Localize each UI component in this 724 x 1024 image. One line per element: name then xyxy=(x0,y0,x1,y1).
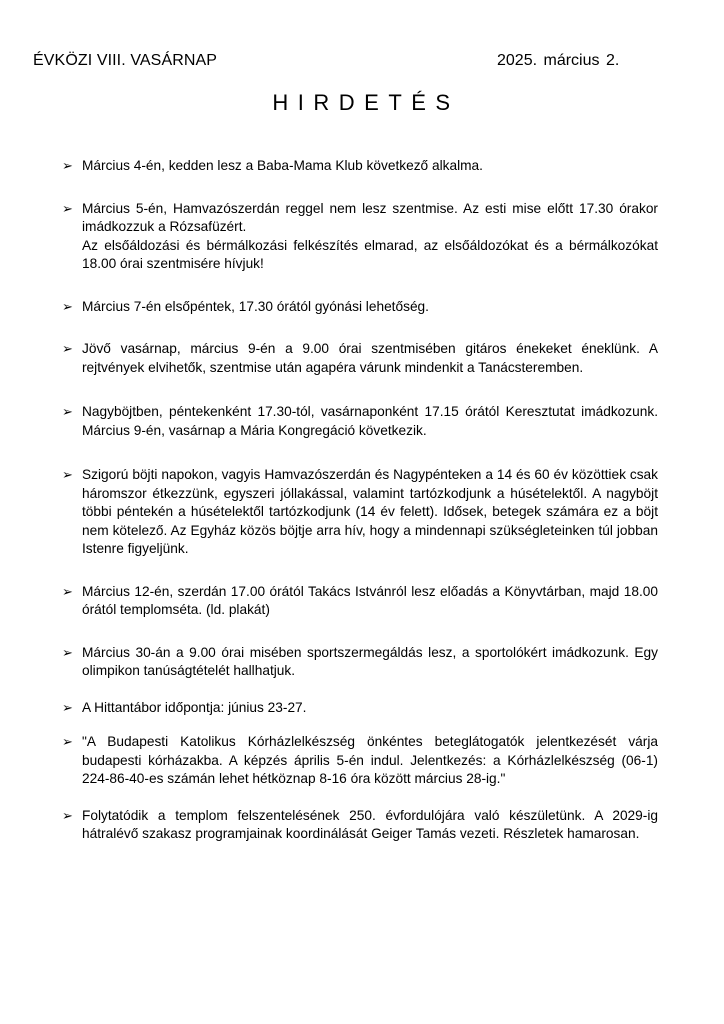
page-title: HIRDETÉS xyxy=(272,90,460,115)
announcement-item xyxy=(62,644,658,681)
announcement-text: Március 12-én, szerdán 17.00 órától Takács Istvánról lesz előadás a Könyvtárban, majd 18.00 órától templomséta. (ld. plakát) xyxy=(82,583,658,617)
sunday-heading: ÉVKÖZI VIII. VASÁRNAP xyxy=(33,52,218,69)
announcement-item xyxy=(62,733,658,789)
announcement-text: Március 30-án a 9.00 órai misében sportszermegáldás lesz, a sportolókért imádkozunk. Egy olimpikon tanúságtételét hallhatjuk. xyxy=(82,644,658,678)
announcement-text: Nagyböjtben, péntekenként 17.30-tól, vasárnaponként 17.15 órától Keresztutat imádkozunk. Március 9-én, vasárnap a Mária Kongregáció következik. xyxy=(82,404,658,438)
announcement-text: Az elsőáldozási és bérmálkozási felkészítés elmarad, az elsőáldozókat és a bérmálkozókat 18.00 órai szentmisére hívjuk! xyxy=(82,237,658,271)
announcement-item xyxy=(62,583,658,620)
announcement-item xyxy=(62,157,658,176)
announcement-item xyxy=(62,807,658,844)
arrow-bullet-icon: ➢ xyxy=(62,644,73,660)
arrow-bullet-icon: ➢ xyxy=(62,200,73,216)
announcement-item xyxy=(62,403,658,440)
announcement-item xyxy=(62,699,658,718)
announcement-list xyxy=(62,137,658,844)
arrow-bullet-icon: ➢ xyxy=(62,583,73,599)
announcement-text: "A Budapesti Katolikus Kórházlelkészség önkéntes beteglátogatók jelentkezését várja budapesti kórházakba. A képzés április 5-én indul. Jelentkezés: a Kórházlelkészség (06-1) 224-86-40-es számán lehet hétköznap 8-16 óra között március 28-ig." xyxy=(82,734,658,786)
announcement-text: Szigorú böjti napokon, vagyis Hamvazószerdán és Nagypénteken a 14 és 60 év közöttiek csak háromszor étkezzünk, egyszeri jóllakással, valamint tartózkodjunk a húsételektől. A nagyböjt többi péntekén a húsételektől tartózkodjunk (14 év felett). Idősek, betegek számára ez a böjt nem kötelező. Az Egyház közös böjtje arra hív, hogy a mindennapi szükségleteinken túl jobban Istenre figyeljünk. xyxy=(82,467,658,556)
date-heading: 2025. március 2. xyxy=(497,52,620,69)
announcement-text: Március 5-én, Hamvazószerdán reggel nem lesz szentmise. Az esti mise előtt 17.30 órakor imádkozzuk a Rózsafüzért. xyxy=(82,200,658,234)
arrow-bullet-icon: ➢ xyxy=(62,158,73,173)
arrow-bullet-icon: ➢ xyxy=(62,298,73,314)
announcement-text: Folytatódik a templom felszentelésének 250. évfordulójára való készületünk. A 2029-ig hátralévő szakasz programjainak koordinálását Geiger Tamás vezeti. Részletek hamarosan. xyxy=(82,807,658,841)
arrow-bullet-icon: ➢ xyxy=(62,807,73,823)
announcement-item xyxy=(62,340,658,377)
arrow-bullet-icon: ➢ xyxy=(62,699,73,715)
announcement-item xyxy=(62,466,658,559)
arrow-bullet-icon: ➢ xyxy=(62,734,73,749)
arrow-bullet-icon: ➢ xyxy=(62,341,73,356)
announcement-text: Március 7-én elsőpéntek, 17.30 órától gyónási lehetőség. xyxy=(82,298,429,314)
announcement-text: Jövő vasárnap, március 9-én a 9.00 órai szentmisében gitáros énekeket éneklünk. A rejtvények elvihetők, szentmise után agapéra várunk mindenkit a Tanácsteremben. xyxy=(82,341,658,375)
announcement-item xyxy=(62,298,658,317)
announcement-item xyxy=(62,200,658,274)
announcement-text: Március 4-én, kedden lesz a Baba-Mama Klub következő alkalma. xyxy=(82,158,483,173)
announcement-text: A Hittantábor időpontja: június 23-27. xyxy=(82,699,307,715)
arrow-bullet-icon: ➢ xyxy=(62,404,73,419)
arrow-bullet-icon: ➢ xyxy=(62,467,73,482)
